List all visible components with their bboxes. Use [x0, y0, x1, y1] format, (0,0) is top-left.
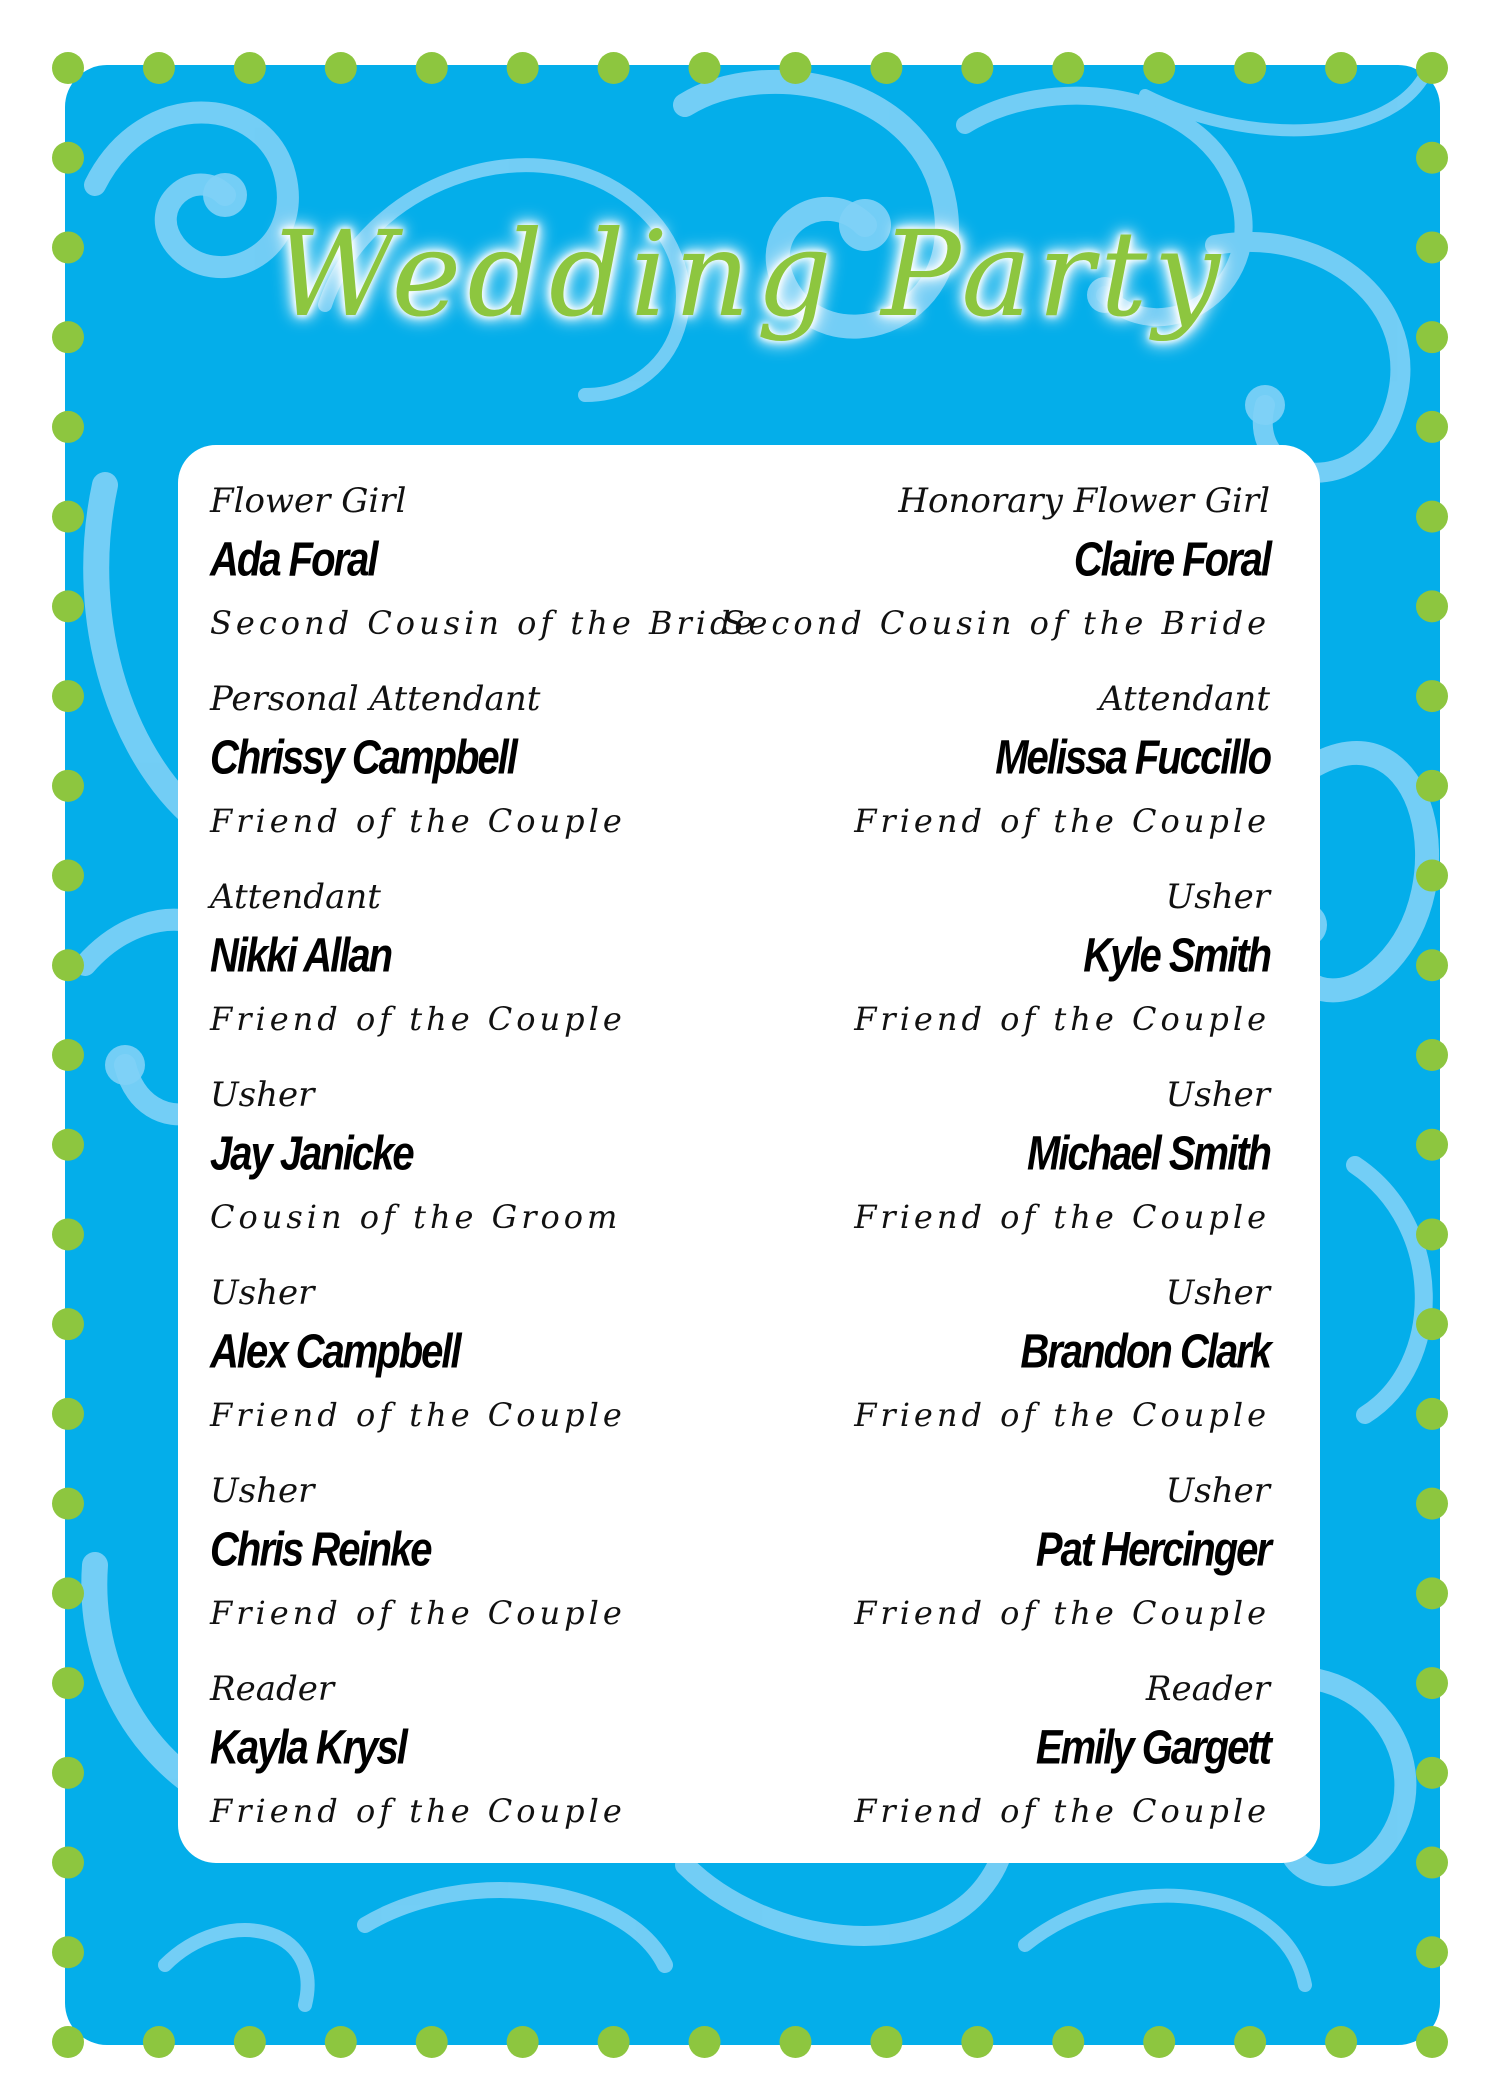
member-name: Kayla Krysl — [210, 1721, 406, 1775]
member-role: Usher — [210, 1075, 315, 1115]
border-dot — [1052, 2026, 1084, 2058]
border-dot — [1416, 1398, 1448, 1430]
border-dot — [52, 142, 84, 174]
border-dot — [1416, 770, 1448, 802]
border-dot — [779, 2026, 811, 2058]
member-relation: Friend of the Couple — [210, 1396, 626, 1434]
member-relation: Friend of the Couple — [210, 1792, 626, 1830]
member-relation: Friend of the Couple — [854, 1000, 1270, 1038]
border-dot — [1416, 1577, 1448, 1609]
border-dot — [52, 590, 84, 622]
border-dot — [52, 949, 84, 981]
border-dot — [1416, 231, 1448, 263]
border-dot — [52, 321, 84, 353]
member-name: Nikki Allan — [210, 929, 392, 983]
border-dot — [52, 52, 84, 84]
border-dot — [52, 1757, 84, 1789]
border-dot — [1416, 1936, 1448, 1968]
border-dot — [1416, 1218, 1448, 1250]
border-dot — [52, 1308, 84, 1340]
border-dot — [416, 2026, 448, 2058]
party-member-entry — [210, 673, 1270, 871]
page-title: Wedding Party — [273, 205, 1227, 343]
member-relation: Friend of the Couple — [210, 1594, 626, 1632]
border-dot — [143, 2026, 175, 2058]
member-role: Usher — [1165, 1075, 1270, 1115]
border-dot — [1143, 2026, 1175, 2058]
member-role: Usher — [1165, 877, 1270, 917]
border-dot — [1416, 860, 1448, 892]
border-dot — [234, 52, 266, 84]
member-role: Reader — [210, 1669, 335, 1709]
member-role: Attendant — [1099, 679, 1270, 719]
border-dot — [870, 2026, 902, 2058]
member-name: Chrissy Campbell — [210, 731, 516, 785]
member-role: Personal Attendant — [210, 679, 541, 719]
border-dot — [779, 52, 811, 84]
border-dot — [1416, 52, 1448, 84]
member-name: Kyle Smith — [1083, 929, 1270, 983]
border-dot — [961, 52, 993, 84]
border-dot — [52, 1577, 84, 1609]
member-name: Pat Hercinger — [1035, 1523, 1270, 1577]
border-dot — [1234, 2026, 1266, 2058]
border-dot — [1416, 590, 1448, 622]
border-dot — [52, 1847, 84, 1879]
border-dot — [1416, 949, 1448, 981]
border-dot — [325, 52, 357, 84]
border-dot — [143, 52, 175, 84]
border-dot — [52, 860, 84, 892]
border-dot — [1416, 2026, 1448, 2058]
member-role: Usher — [210, 1471, 315, 1511]
border-dot — [1416, 1488, 1448, 1520]
member-name: Claire Foral — [1073, 533, 1270, 587]
border-dot — [1416, 1667, 1448, 1699]
border-dot — [52, 1936, 84, 1968]
border-dot — [1325, 2026, 1357, 2058]
right-column — [210, 475, 1270, 1861]
member-relation: Friend of the Couple — [854, 802, 1270, 840]
member-relation: Friend of the Couple — [210, 802, 626, 840]
member-relation: Friend of the Couple — [854, 1198, 1270, 1236]
member-name: Brandon Clark — [1020, 1325, 1270, 1379]
member-relation: Cousin of the Groom — [210, 1198, 622, 1236]
border-dot — [1416, 1847, 1448, 1879]
border-dot — [52, 1667, 84, 1699]
border-dot — [52, 1129, 84, 1161]
border-dot — [325, 2026, 357, 2058]
member-name: Michael Smith — [1027, 1127, 1270, 1181]
border-dot — [689, 2026, 721, 2058]
member-relation: Second Cousin of the Bride — [210, 604, 758, 642]
member-relation: Second Cousin of the Bride — [722, 604, 1270, 642]
member-role: Attendant — [210, 877, 381, 917]
border-dot — [1416, 1039, 1448, 1071]
party-member-entry — [210, 871, 1270, 1069]
border-dot — [1416, 411, 1448, 443]
party-member-entry — [210, 475, 1270, 673]
border-dot — [234, 2026, 266, 2058]
border-dot — [1325, 52, 1357, 84]
border-dot — [52, 770, 84, 802]
party-member-entry — [210, 1663, 1270, 1861]
border-dot — [52, 231, 84, 263]
border-dot — [1416, 680, 1448, 712]
member-relation: Friend of the Couple — [854, 1594, 1270, 1632]
border-dot — [52, 501, 84, 533]
border-dot — [1416, 1757, 1448, 1789]
member-name: Chris Reinke — [210, 1523, 431, 1577]
border-dot — [507, 52, 539, 84]
border-dot — [416, 52, 448, 84]
member-role: Usher — [1165, 1273, 1270, 1313]
member-role: Honorary Flower Girl — [898, 481, 1270, 521]
party-member-entry — [210, 1267, 1270, 1465]
border-dot — [1416, 1129, 1448, 1161]
member-relation: Friend of the Couple — [210, 1000, 626, 1038]
border-dot — [598, 2026, 630, 2058]
border-dot — [1416, 501, 1448, 533]
member-role: Flower Girl — [210, 481, 407, 521]
border-dot — [598, 52, 630, 84]
member-name: Jay Janicke — [210, 1127, 413, 1181]
border-dot — [52, 2026, 84, 2058]
border-dot — [1052, 52, 1084, 84]
border-dot — [52, 411, 84, 443]
member-name: Alex Campbell — [210, 1325, 460, 1379]
border-dot — [52, 680, 84, 712]
border-dot — [1416, 321, 1448, 353]
member-name: Ada Foral — [210, 533, 377, 587]
border-dot — [1234, 52, 1266, 84]
border-dot — [689, 52, 721, 84]
member-relation: Friend of the Couple — [854, 1792, 1270, 1830]
party-member-entry — [210, 1465, 1270, 1663]
border-dot — [52, 1398, 84, 1430]
border-dot — [1416, 142, 1448, 174]
border-dot — [870, 52, 902, 84]
member-relation: Friend of the Couple — [854, 1396, 1270, 1434]
member-name: Emily Gargett — [1035, 1721, 1270, 1775]
wedding-party-panel — [178, 445, 1320, 1863]
border-dot — [52, 1488, 84, 1520]
border-dot — [52, 1218, 84, 1250]
member-name: Melissa Fuccillo — [995, 731, 1270, 785]
border-dot — [1416, 1308, 1448, 1340]
border-dot — [961, 2026, 993, 2058]
member-role: Reader — [1145, 1669, 1270, 1709]
border-dot — [1143, 52, 1175, 84]
party-member-entry — [210, 1069, 1270, 1267]
border-dot — [507, 2026, 539, 2058]
member-role: Usher — [1165, 1471, 1270, 1511]
border-dot — [52, 1039, 84, 1071]
member-role: Usher — [210, 1273, 315, 1313]
